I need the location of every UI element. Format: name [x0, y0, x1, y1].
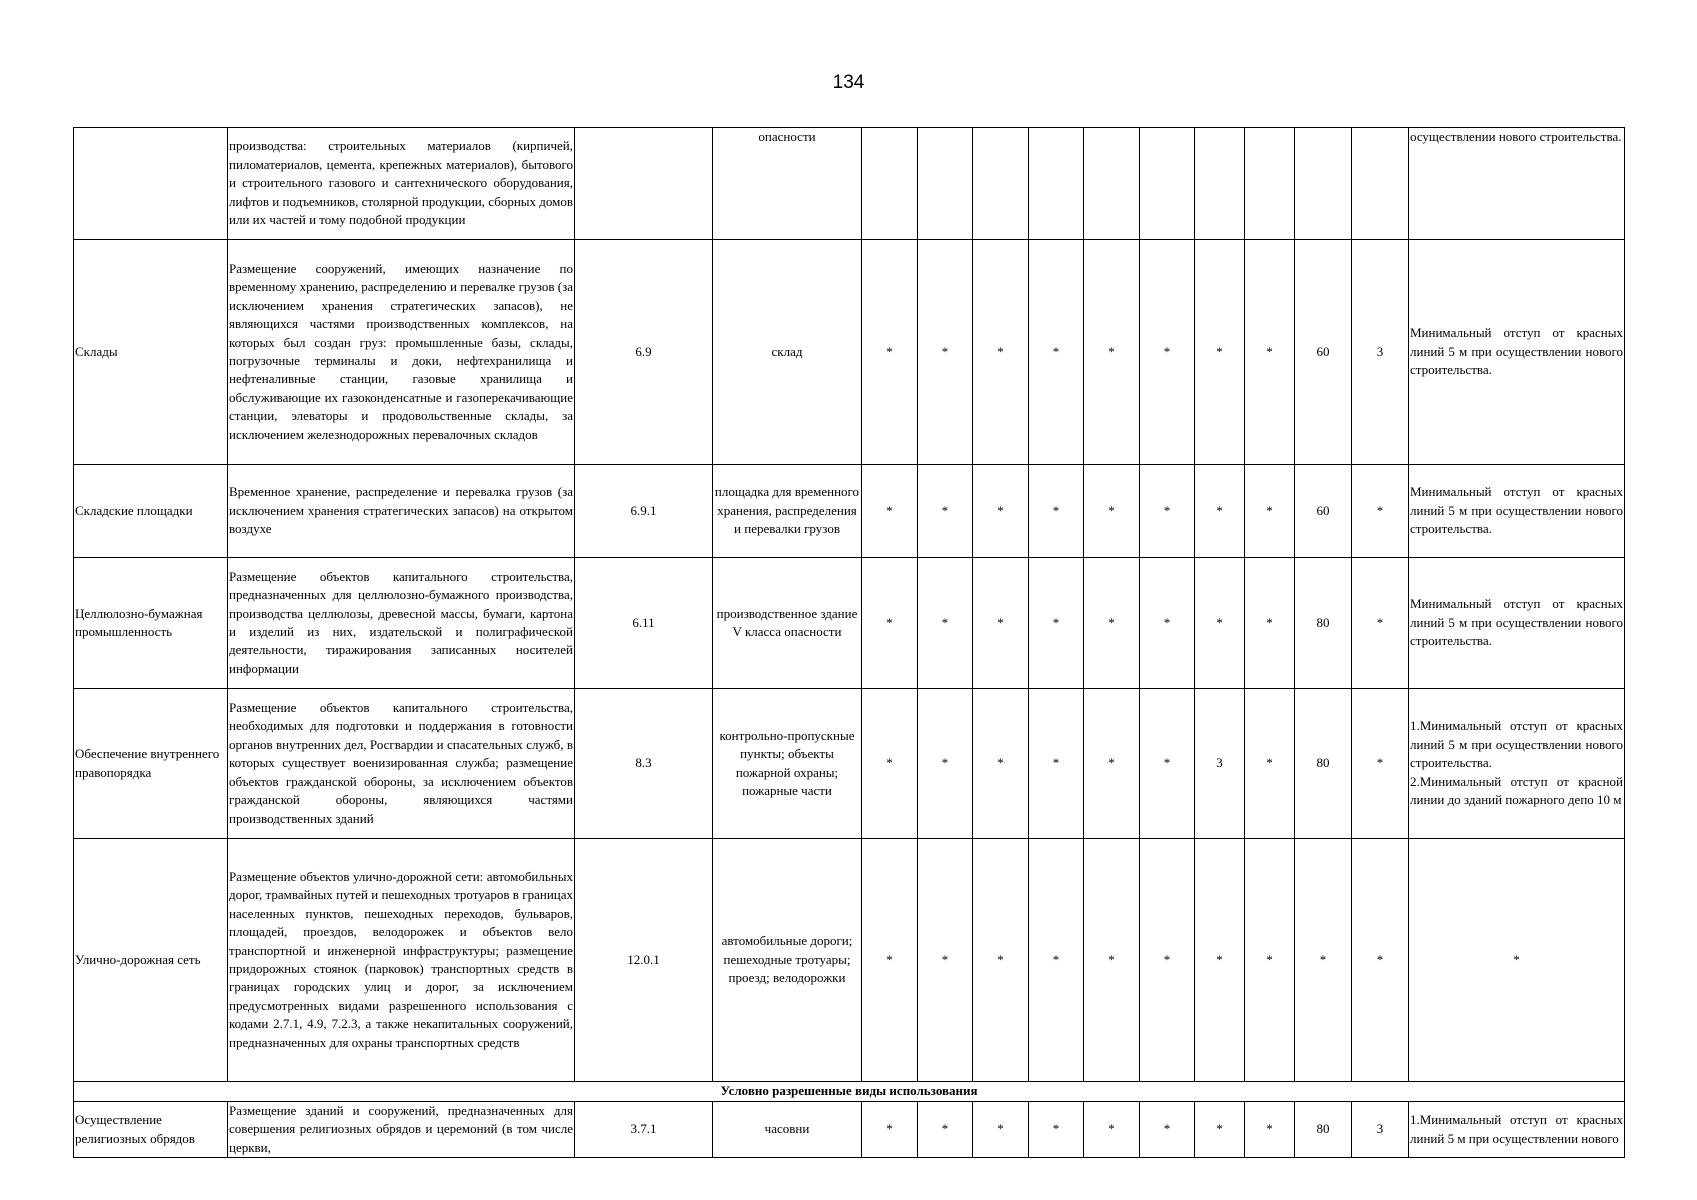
param-cell [1352, 128, 1409, 240]
param-cell: * [1029, 839, 1084, 1082]
use-name-cell [74, 128, 228, 240]
param-cell: * [1084, 1102, 1140, 1158]
section-title: Условно разрешенные виды использования [74, 1082, 1625, 1102]
param-cell [918, 128, 973, 240]
use-description-cell: Размещение зданий и сооружений, предназначенных для совершения религиозных обрядов и церемоний (в том числе церкви, [228, 1102, 575, 1158]
param-cell: * [1195, 240, 1245, 465]
param-cell: * [1195, 839, 1245, 1082]
param-cell: * [1140, 1102, 1195, 1158]
param-cell: * [918, 558, 973, 689]
use-name-cell: Осуществление религиозных обрядов [74, 1102, 228, 1158]
land-use-table [73, 127, 1625, 1158]
param-cell: * [862, 465, 918, 558]
object-type-cell: площадка для временного хранения, распределения и перевалки грузов [713, 465, 862, 558]
note-line: 1.Минимальный отступ от красных линий 5 м при осуществлении нового строительства. [1410, 718, 1623, 771]
use-description-cell: Размещение объектов капитального строительства, предназначенных для целлюлозно-бумажного производства, производства целлюлозы, древесной массы, бумаги, картона и изделий из них, издательской и полиграфической деятельности, тиражирования записанных носителей информации [228, 558, 575, 689]
param-cell [1140, 128, 1195, 240]
use-name-cell: Улично-дорожная сеть [74, 839, 228, 1082]
use-name-cell: Складские площадки [74, 465, 228, 558]
param-cell: * [1352, 465, 1409, 558]
object-type-cell: контрольно-пропускные пункты; объекты пожарной охраны; пожарные части [713, 689, 862, 839]
param-cell [1195, 128, 1245, 240]
param-cell [1295, 128, 1352, 240]
param-cell: * [1195, 1102, 1245, 1158]
use-description-cell: Размещение объектов улично-дорожной сети: автомобильных дорог, трамвайных путей и пешеходных тротуаров в границах населенных пунктов, пешеходных переходов, бульваров, площадей, проездов, велодорожек и объектов вело транспортной и инженерной инфраструктуры; размещение придорожных стоянок (парковок) транспортных средств в границах городских улиц и дорог, за исключением предусмотренных видами разрешенного использования с кодами 2.7.1, 4.9, 7.2.3, а также некапитальных сооружений, предназначенных для охраны транспортных средств [228, 839, 575, 1082]
param-cell: * [1029, 240, 1084, 465]
param-cell: * [973, 1102, 1029, 1158]
use-description-cell: Размещение объектов капитального строительства, необходимых для подготовки и поддержания в готовности органов внутренних дел, Росгвардии и спасательных служб, в которых существует военизированная служба; размещение объектов гражданской обороны, за исключением объектов гражданской обороны, являющихся частями производственных зданий [228, 689, 575, 839]
param-cell: * [973, 240, 1029, 465]
param-cell: * [1029, 1102, 1084, 1158]
use-code-cell: 6.9 [575, 240, 713, 465]
param-cell: * [1140, 465, 1195, 558]
table-row [74, 465, 1625, 558]
note-cell [1409, 689, 1625, 839]
use-code-cell: 6.11 [575, 558, 713, 689]
param-cell: * [862, 1102, 918, 1158]
use-code-cell: 6.9.1 [575, 465, 713, 558]
param-cell: 3 [1352, 1102, 1409, 1158]
param-cell: * [1195, 465, 1245, 558]
param-cell: * [918, 839, 973, 1082]
param-cell: 3 [1352, 240, 1409, 465]
param-cell: 80 [1295, 689, 1352, 839]
note-cell: Минимальный отступ от красных линий 5 м при осуществлении нового строительства. [1409, 465, 1625, 558]
use-code-cell: 12.0.1 [575, 839, 713, 1082]
param-cell [973, 128, 1029, 240]
param-cell: * [1084, 839, 1140, 1082]
object-type-cell: автомобильные дороги; пешеходные тротуары; проезд; велодорожки [713, 839, 862, 1082]
param-cell: * [1084, 689, 1140, 839]
object-type-cell: производственное здание V класса опасности [713, 558, 862, 689]
use-name-cell: Склады [74, 240, 228, 465]
object-type-cell: часовни [713, 1102, 862, 1158]
param-cell: * [1295, 839, 1352, 1082]
param-cell [1084, 128, 1140, 240]
note-cell: 1.Минимальный отступ от красных линий 5 м при осуществлении нового [1409, 1102, 1625, 1158]
param-cell: * [862, 240, 918, 465]
param-cell: * [1029, 465, 1084, 558]
note-cell: осуществлении нового строительства. [1409, 128, 1625, 240]
param-cell: * [1029, 689, 1084, 839]
use-code-cell: 3.7.1 [575, 1102, 713, 1158]
use-code-cell [575, 128, 713, 240]
param-cell: * [1352, 689, 1409, 839]
param-cell: * [1140, 558, 1195, 689]
param-cell: * [973, 689, 1029, 839]
param-cell: 60 [1295, 240, 1352, 465]
param-cell: * [1245, 465, 1295, 558]
param-cell: * [1140, 839, 1195, 1082]
param-cell: * [973, 558, 1029, 689]
param-cell: 60 [1295, 465, 1352, 558]
object-type-cell: опасности [713, 128, 862, 240]
note-line: 2.Минимальный отступ от красной линии до зданий пожарного депо 10 м [1410, 773, 1623, 808]
table-row [74, 1102, 1625, 1158]
param-cell [1245, 128, 1295, 240]
param-cell: * [973, 465, 1029, 558]
table-row [74, 240, 1625, 465]
table-row [74, 689, 1625, 839]
use-name-cell: Целлюлозно-бумажная промышленность [74, 558, 228, 689]
table-row [74, 839, 1625, 1082]
note-cell: * [1409, 839, 1625, 1082]
param-cell: * [1140, 689, 1195, 839]
param-cell: * [1352, 558, 1409, 689]
param-cell: * [1195, 558, 1245, 689]
use-description-cell: Временное хранение, распределение и перевалка грузов (за исключением хранения стратегических запасов) на открытом воздухе [228, 465, 575, 558]
object-type-cell: склад [713, 240, 862, 465]
param-cell: * [918, 240, 973, 465]
param-cell: * [1084, 240, 1140, 465]
param-cell: * [1084, 558, 1140, 689]
param-cell: * [918, 465, 973, 558]
table-row [74, 128, 1625, 240]
page-number: 134 [832, 72, 865, 93]
param-cell: * [1245, 240, 1295, 465]
param-cell: * [973, 839, 1029, 1082]
param-cell: * [1352, 839, 1409, 1082]
param-cell: * [1245, 558, 1295, 689]
param-cell [862, 128, 918, 240]
param-cell: * [1029, 558, 1084, 689]
param-cell: * [1084, 465, 1140, 558]
use-code-cell: 8.3 [575, 689, 713, 839]
use-description-cell: Размещение сооружений, имеющих назначение по временному хранению, распределению и перевалке грузов (за исключением хранения стратегических запасов), не являющихся частями производственных комплексов, на которых был создан груз: промышленные базы, склады, погрузочные терминалы и доки, нефтехранилища и нефтеналивные станции, газовые хранилища и обслуживающие их газоконденсатные и газоперекачивающие станции, элеваторы и продовольственные склады, за исключением железнодорожных перевалочных складов [228, 240, 575, 465]
param-cell: * [862, 689, 918, 839]
use-description-cell: производства: строительных материалов (кирпичей, пиломатериалов, цемента, крепежных материалов), бытового и строительного газового и сантехнического оборудования, лифтов и подъемников, столярной продукции, сборных домов или их частей и тому подобной продукции [228, 128, 575, 240]
param-cell: * [1245, 1102, 1295, 1158]
table-row [74, 558, 1625, 689]
param-cell: * [918, 689, 973, 839]
param-cell: 80 [1295, 1102, 1352, 1158]
param-cell: * [1245, 689, 1295, 839]
param-cell: * [862, 839, 918, 1082]
param-cell: 3 [1195, 689, 1245, 839]
section-header-row [74, 1082, 1625, 1102]
note-cell: Минимальный отступ от красных линий 5 м при осуществлении нового строительства. [1409, 558, 1625, 689]
param-cell [1029, 128, 1084, 240]
use-name-cell: Обеспечение внутреннего правопорядка [74, 689, 228, 839]
param-cell: 80 [1295, 558, 1352, 689]
param-cell: * [1245, 839, 1295, 1082]
note-cell: Минимальный отступ от красных линий 5 м при осуществлении нового строительства. [1409, 240, 1625, 465]
param-cell: * [918, 1102, 973, 1158]
param-cell: * [862, 558, 918, 689]
param-cell: * [1140, 240, 1195, 465]
